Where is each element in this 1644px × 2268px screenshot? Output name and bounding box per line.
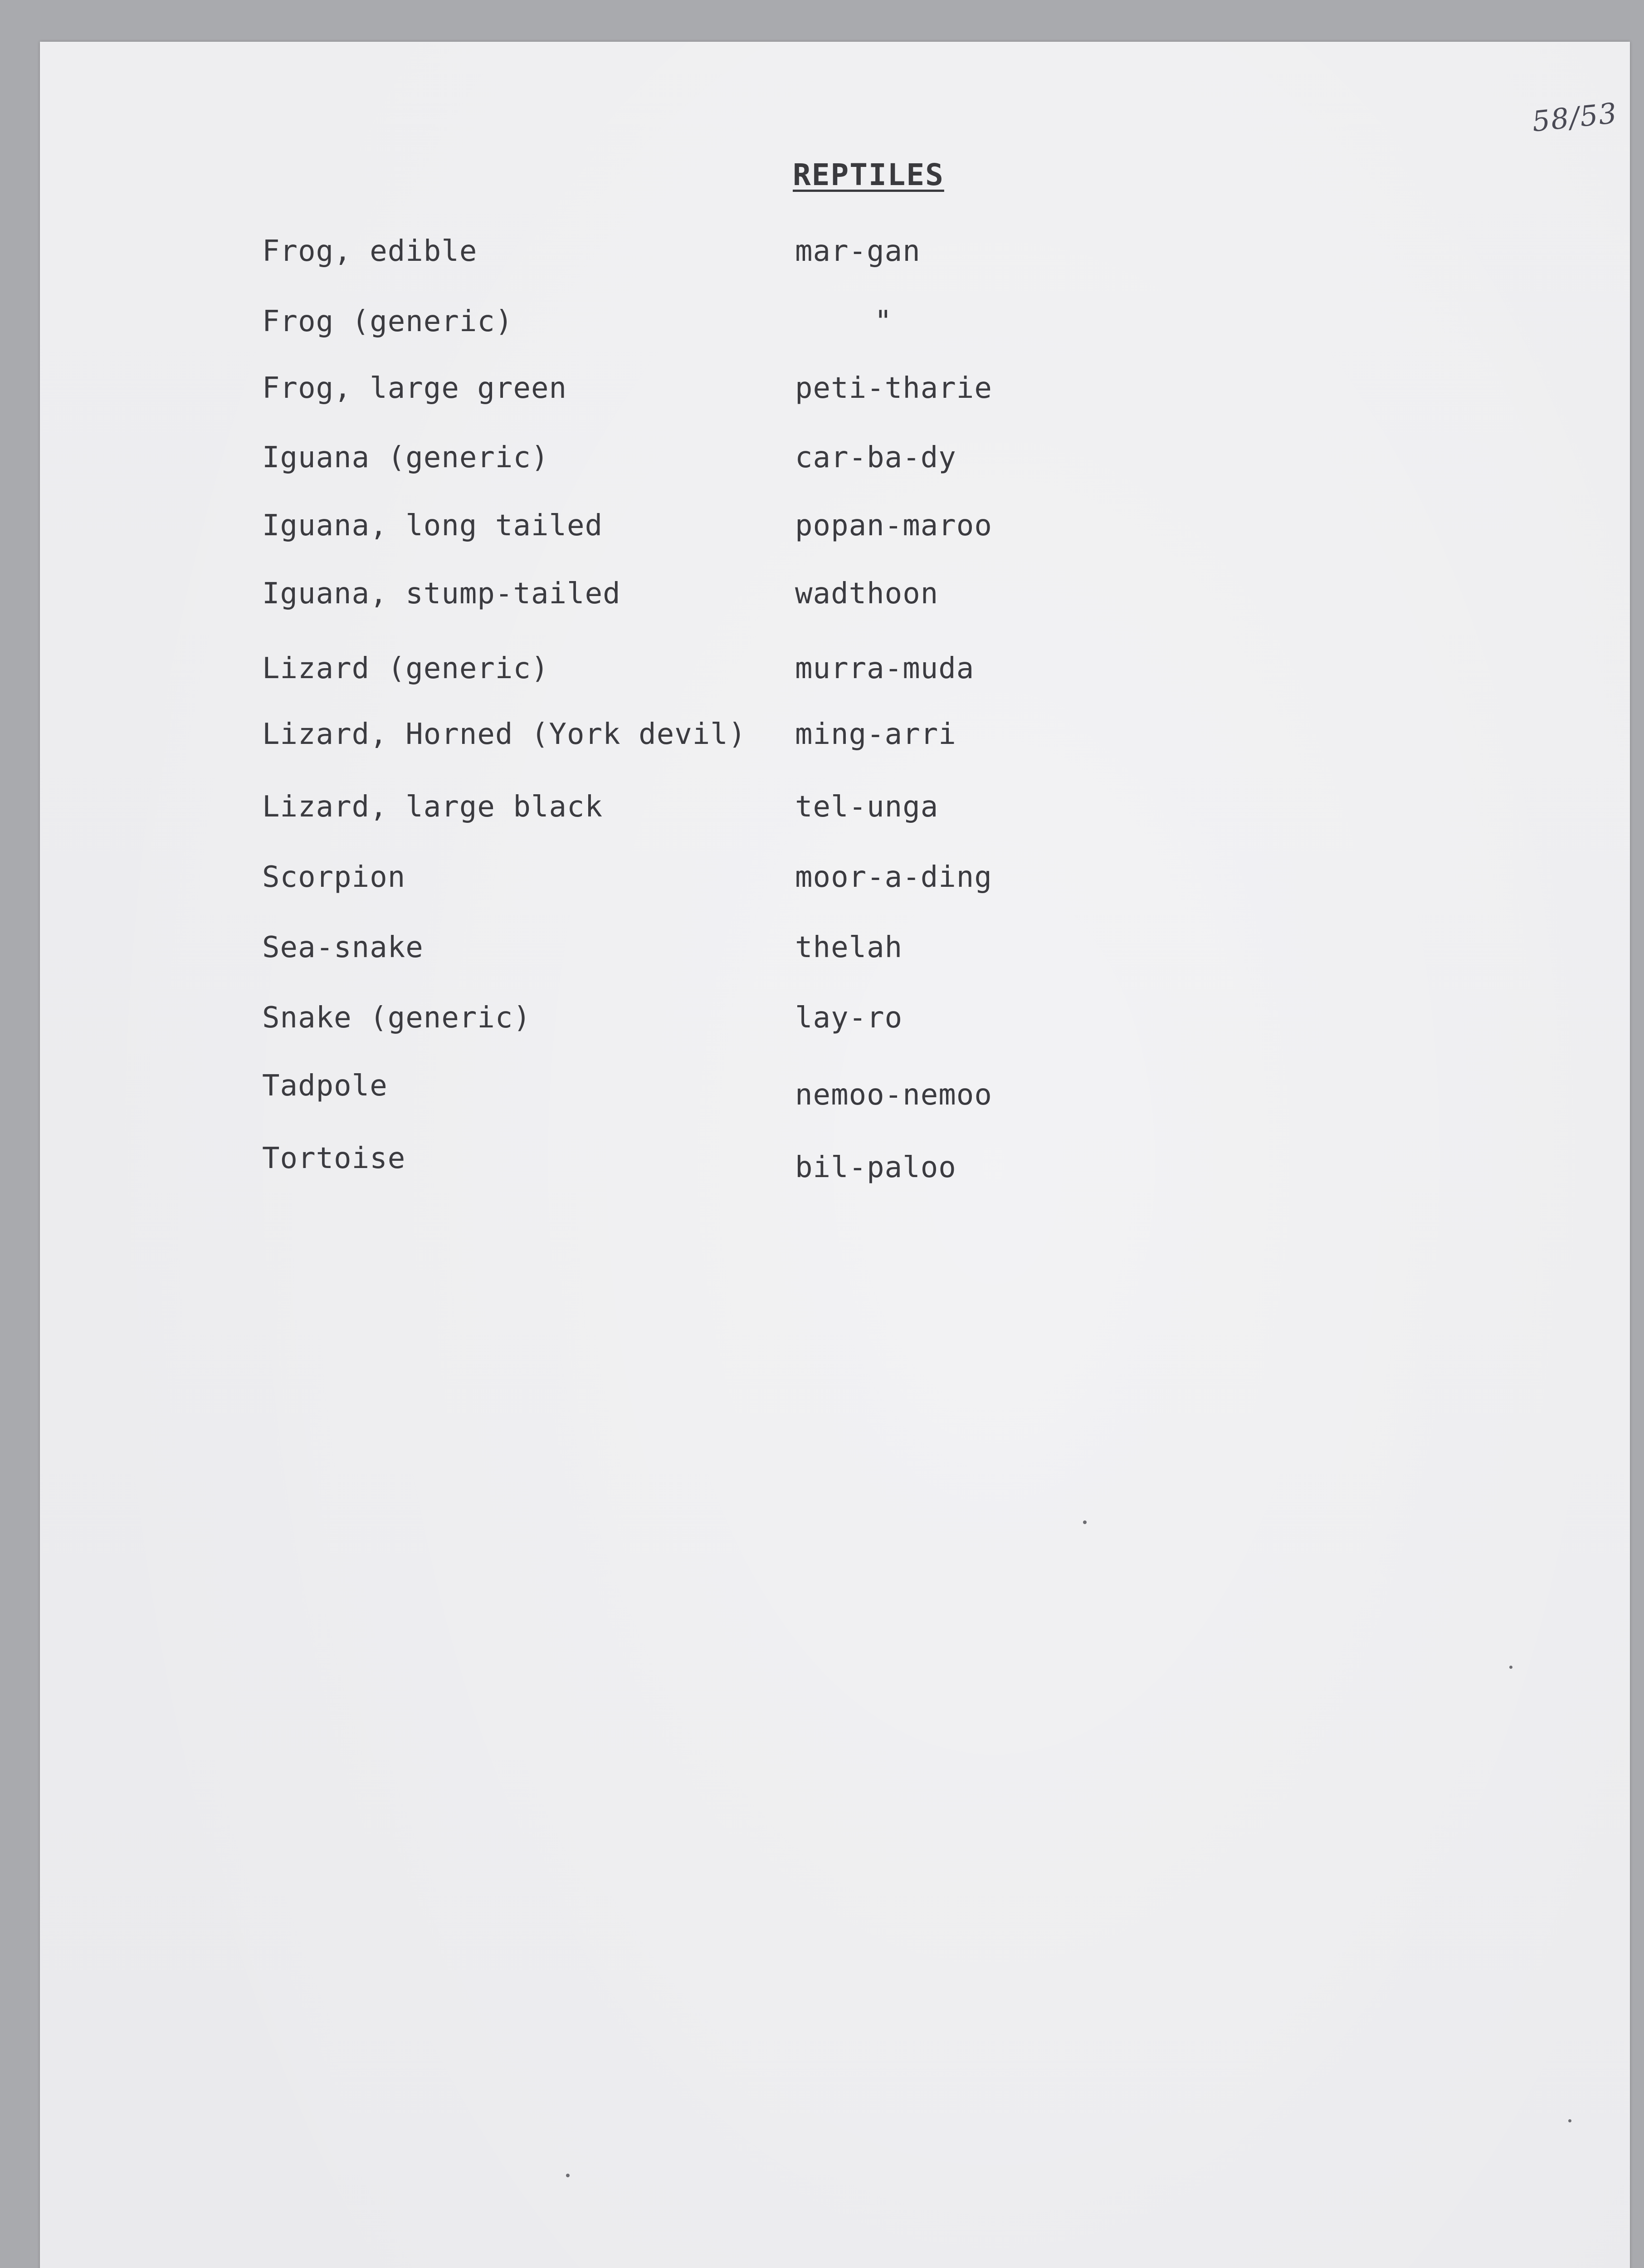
entry-term: Iguana, long tailed [262, 509, 603, 543]
entry-gloss: mar-gan [795, 235, 921, 268]
paper-speck [1568, 2119, 1571, 2122]
list-item [40, 790, 1630, 831]
list-item [40, 1069, 1630, 1110]
entry-term: Scorpion [262, 860, 406, 894]
document-page [40, 42, 1630, 2268]
entry-gloss: murra-muda [795, 652, 975, 685]
entry-gloss: tel-unga [795, 790, 939, 824]
paper-speck [1083, 1520, 1087, 1524]
entry-term: Lizard, large black [262, 790, 603, 824]
list-item [40, 441, 1630, 482]
entry-gloss: nemoo-nemoo [795, 1078, 992, 1112]
paper-speck [566, 2174, 570, 2177]
paper-speck [1509, 1666, 1512, 1669]
page-title: REPTILES [793, 157, 944, 192]
vocabulary-list [40, 42, 1630, 2268]
entry-gloss: thelah [795, 931, 903, 964]
entry-term: Frog (generic) [262, 305, 513, 338]
folio-number: 58/53 [1530, 96, 1619, 138]
entry-term: Iguana (generic) [262, 441, 549, 474]
list-item [40, 931, 1630, 972]
list-item [40, 1142, 1630, 1183]
entry-term: Iguana, stump-tailed [262, 577, 621, 611]
list-item [40, 371, 1630, 412]
entry-gloss: bil-paloo [795, 1151, 956, 1184]
entry-term: Lizard, Horned (York devil) [262, 718, 746, 751]
list-item [40, 652, 1630, 693]
entry-term: Tortoise [262, 1142, 406, 1175]
entry-term: Frog, edible [262, 235, 478, 268]
entry-gloss: lay-ro [795, 1001, 903, 1035]
entry-gloss: " [874, 305, 893, 338]
entry-term: Tadpole [262, 1069, 388, 1103]
entry-term: Frog, large green [262, 371, 567, 405]
list-item [40, 718, 1630, 758]
entry-term: Sea-snake [262, 931, 424, 964]
list-item [40, 235, 1630, 275]
entry-term: Snake (generic) [262, 1001, 531, 1035]
entry-gloss: moor-a-ding [795, 860, 992, 894]
entry-term: Lizard (generic) [262, 652, 549, 685]
list-item [40, 1001, 1630, 1042]
list-item [40, 577, 1630, 618]
entry-gloss: peti-tharie [795, 371, 992, 405]
entry-gloss: ming-arri [795, 718, 956, 751]
entry-gloss: popan-maroo [795, 509, 992, 543]
entry-gloss: wadthoon [795, 577, 939, 611]
list-item [40, 305, 1630, 346]
list-item [40, 509, 1630, 550]
list-item [40, 860, 1630, 901]
entry-gloss: car-ba-dy [795, 441, 956, 474]
